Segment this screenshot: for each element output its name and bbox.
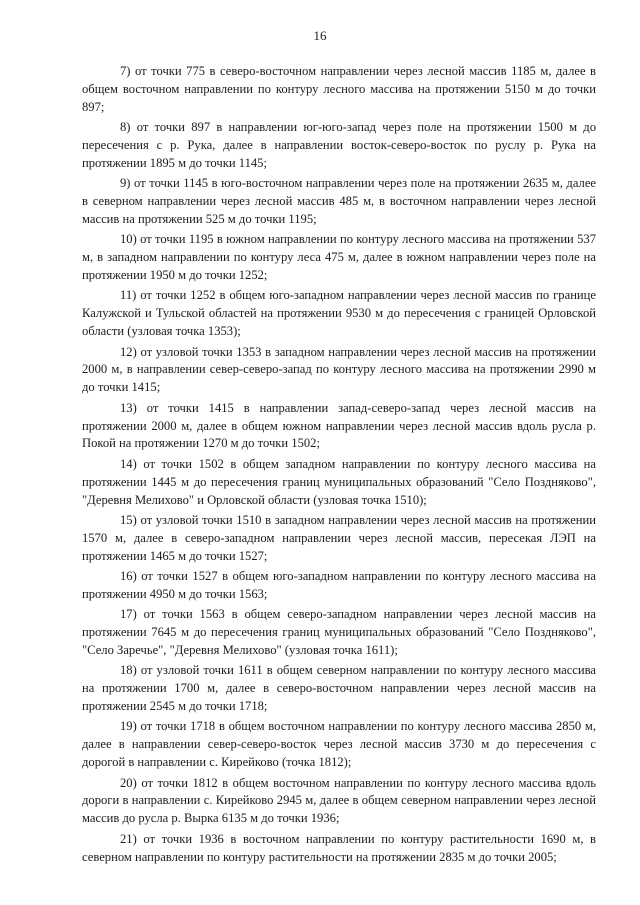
paragraph-item-15: 15) от узловой точки 1510 в западном направлении через лесной массив на протяжении 1570 м, далее в северо-западном направлении через лесной массив, пересекая ЛЭП на протяжении 1465 м до точки 1527; <box>82 512 596 563</box>
paragraph-item-9: 9) от точки 1145 в юго-восточном направлении через поле на протяжении 2635 м, далее в северном направлении через лесной массив 485 м, в восточном направлении через лесной массив на протяжении 525 м до точки 1195; <box>82 176 596 227</box>
body-text <box>82 63 596 869</box>
page-number: 16 <box>313 28 327 43</box>
paragraph-item-17: 17) от точки 1563 в общем северо-западном направлении через лесной массив на протяжении 7645 м до пересечения границ муниципальных образований "Село Поздняково", "Село Заречье", "Деревня Мелихово" (узловая точка 1611); <box>82 607 596 657</box>
paragraph-item-13: 13) от точки 1415 в направлении запад-северо-запад через лесной массив на протяжении 2000 м, далее в общем южном направлении через лесной массив вдоль русла р. Покой на протяжении 1270 м до точки 1502; <box>82 400 596 451</box>
paragraph-item-20: 20) от точки 1812 в общем восточном направлении по контуру лесного массива вдоль дороги в направлении с. Кирейково 2945 м, далее в общем северном направлении через лесной массив до русла р. Вырка 6135 м до точки 1936; <box>82 775 596 826</box>
paragraph-item-11: 11) от точки 1252 в общем юго-западном направлении через лесной массив по границе Калужской и Тульской областей на протяжении 9530 м до пересечения с границей Орловской области (узловая точка 1353); <box>82 288 596 339</box>
paragraph-item-14: 14) от точки 1502 в общем западном направлении по контуру лесного массива на протяжении 1445 м до пересечения границ муниципальных образований "Село Поздняково", "Деревня Мелихово" и Орловской области (узловая точка 1510); <box>82 456 596 507</box>
paragraph-item-12: 12) от узловой точки 1353 в западном направлении через лесной массив на протяжении 2000 м, в направлении север-северо-запад по контуру лесного массива на протяжении 2990 м до точки 1415; <box>82 344 596 395</box>
paragraph-item-7: 7) от точки 775 в северо-восточном направлении через лесной массив 1185 м, далее в общем восточном направлении по контуру лесного массива на протяжении 5150 м до точки 897; <box>82 64 596 114</box>
paragraph-item-21: 21) от точки 1936 в восточном направлении по контуру растительности 1690 м, в северном направлении по контуру растительности на протяжении 2835 м до точки 2005; <box>82 831 596 864</box>
paragraph-item-19: 19) от точки 1718 в общем восточном направлении по контуру лесного массива 2850 м, далее в направлении север-северо-восток через лесной массив 3730 м до пересечения с дорогой в направлении с. Кирейково (точка 1812); <box>82 719 596 770</box>
paragraph-item-18: 18) от узловой точки 1611 в общем северном направлении по контуру лесного массива на протяжении 1700 м, далее в северо-восточном направлении через лесной массив на протяжении 2545 м до точки 1718; <box>82 663 596 714</box>
paragraph-item-8: 8) от точки 897 в направлении юг-юго-запад через поле на протяжении 1500 м до пересечения с р. Рука, далее в направлении восток-северо-восток по руслу р. Рука на протяжении 1895 м до точки 1145; <box>82 120 596 170</box>
paragraph-item-10: 10) от точки 1195 в южном направлении по контуру лесного массива на протяжении 537 м, в западном направлении по контуру леса 475 м, далее в южном направлении через поле на протяжении 1950 м до точки 1252; <box>82 232 596 283</box>
paragraph-item-16: 16) от точки 1527 в общем юго-западном направлении по контуру лесного массива на протяжении 4950 м до точки 1563; <box>82 568 596 601</box>
